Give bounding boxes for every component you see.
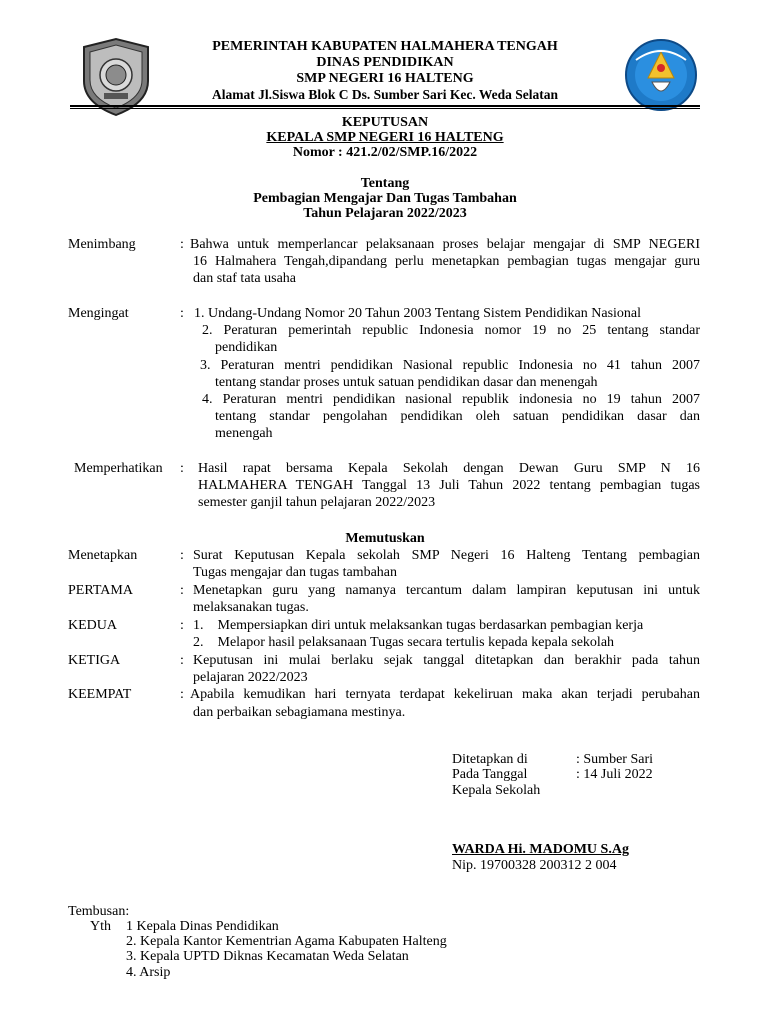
decree-number: Nomor : 421.2/02/SMP.16/2022 xyxy=(292,145,478,160)
keempat-line-1: Apabila kemudikan hari ternyata terdapat kekeliruan maka akan terjadi perubahan xyxy=(190,687,700,702)
tembusan-item-2: 2. Kepala Kantor Kementrian Agama Kabupaten Halteng xyxy=(126,934,447,949)
memperhatikan-line-2: HALMAHERA TENGAH Tanggal 13 Juli Tahun 2022 tentang pembagian tugas xyxy=(198,478,700,493)
memutuskan-heading: Memutuskan xyxy=(345,531,425,546)
menetapkan-label: Menetapkan xyxy=(68,548,138,563)
memperhatikan-label: Memperhatikan xyxy=(74,461,163,476)
decree-topic-title: Pembagian Mengajar Dan Tugas Tambahan xyxy=(253,191,517,206)
tembusan-item-1: 1 Kepala Dinas Pendidikan xyxy=(126,919,279,934)
mengingat-item-3-cont: tentang standar proses untuk satuan pendidikan dasar dan menengah xyxy=(215,375,598,390)
keempat-line-2: dan perbaikan sebagiamana mestinya. xyxy=(193,705,406,720)
place-value: : Sumber Sari xyxy=(576,752,653,767)
memperhatikan-line-3: semester ganjil tahun pelajaran 2022/2023 xyxy=(198,495,436,510)
menimbang-line-1: Bahwa untuk memperlancar pelaksanaan proses belajar mengajar di SMP NEGERI xyxy=(190,237,700,252)
menimbang-line-2: 16 Halmahera Tengah,dipandang perlu menetapkan pembagian tugas mengajar guru xyxy=(193,254,700,269)
tembusan-item-3: 3. Kepala UPTD Diknas Kecamatan Weda Selatan xyxy=(126,949,409,964)
decree-title: KEPUTUSAN xyxy=(341,115,429,130)
memperhatikan-colon: : xyxy=(180,461,184,476)
letterhead xyxy=(170,39,600,103)
pertama-label: PERTAMA xyxy=(68,583,133,598)
decree-topic xyxy=(70,176,700,221)
mengingat-item-2: 2. Peraturan pemerintah republic Indonesia nomor 19 no 25 tentang standar xyxy=(202,323,700,338)
letterhead-divider xyxy=(70,105,700,107)
memperhatikan-line-1: Hasil rapat bersama Kepala Sekolah dengan Dewan Guru SMP N 16 xyxy=(198,461,700,476)
decree-year: Tahun Pelajaran 2022/2023 xyxy=(303,206,467,221)
department-name: DINAS PENDIDIKAN xyxy=(316,55,454,70)
kedua-label: KEDUA xyxy=(68,618,117,633)
mengingat-item-1: 1. Undang-Undang Nomor 20 Tahun 2003 Tentang Sistem Pendidikan Nasional xyxy=(194,306,642,321)
mengingat-item-4-cont: tentang standar pengolahan pendidikan oleh satuan pendidikan dasar dan xyxy=(215,409,700,424)
signer-name: WARDA Hi. MADOMU S.Ag xyxy=(452,842,629,857)
ketiga-colon: : xyxy=(180,653,184,668)
mengingat-item-4: 4. Peraturan mentri pendidikan nasional republik indonesia no 19 tahun 2007 xyxy=(202,392,700,407)
tembusan-title: Tembusan: xyxy=(68,904,130,919)
menimbang-line-3: dan staf tata usaha xyxy=(193,271,297,286)
decree-about: Tentang xyxy=(360,176,410,191)
date-label: Pada Tanggal xyxy=(452,767,528,782)
date-value: : 14 Juli 2022 xyxy=(576,767,653,782)
pertama-line-1: Menetapkan guru yang namanya tercantum dalam lampiran keputusan ini untuk xyxy=(193,583,700,598)
school-name: SMP NEGERI 16 HALTENG xyxy=(296,71,474,86)
mengingat-item-3: 3. Peraturan mentri pendidikan Nasional republic Indonesia no 41 tahun 2007 xyxy=(200,358,700,373)
place-label: Ditetapkan di xyxy=(452,752,528,767)
school-address: Alamat Jl.Siswa Blok C Ds. Sumber Sari Kec. Weda Selatan xyxy=(211,87,559,102)
menimbang-colon: : xyxy=(180,237,184,252)
menimbang-label: Menimbang xyxy=(68,237,136,252)
pertama-line-2: melaksanakan tugas. xyxy=(193,600,309,615)
signer-role: Kepala Sekolah xyxy=(452,783,541,798)
signer-nip: Nip. 19700328 200312 2 004 xyxy=(452,858,617,873)
government-name: PEMERINTAH KABUPATEN HALMAHERA TENGAH xyxy=(212,39,558,54)
kedua-item-2: 2. Melapor hasil pelaksanaan Tugas secara tertulis kepada kepala sekolah xyxy=(193,635,615,650)
mengingat-item-4-cont-2: menengah xyxy=(215,426,273,441)
pertama-colon: : xyxy=(180,583,184,598)
tembusan-yth: Yth xyxy=(90,919,111,934)
mengingat-colon: : xyxy=(180,306,184,321)
kedua-item-1: 1. Mempersiapkan diri untuk melaksankan tugas berdasarkan pembagian kerja xyxy=(193,618,644,633)
decree-heading xyxy=(70,115,700,160)
ketiga-line-2: pelajaran 2022/2023 xyxy=(193,670,308,685)
keempat-colon: : xyxy=(180,687,184,702)
mengingat-item-2-cont: pendidikan xyxy=(215,340,278,355)
tut-wuri-handayani-logo xyxy=(622,38,700,112)
ketiga-label: KETIGA xyxy=(68,653,121,668)
keempat-label: KEEMPAT xyxy=(68,687,132,702)
ketiga-line-1: Keputusan ini mulai berlaku sejak tanggal ditetapkan dan berakhir pada tahun xyxy=(193,653,700,668)
menetapkan-line-1: Surat Keputusan Kepala sekolah SMP Negeri 16 Halteng Tentang pembagian xyxy=(193,548,700,563)
decree-subtitle: KEPALA SMP NEGERI 16 HALTENG xyxy=(266,130,504,145)
menetapkan-line-2: Tugas mengajar dan tugas tambahan xyxy=(193,565,397,580)
kedua-colon: : xyxy=(180,618,184,633)
letterhead-divider-thin xyxy=(70,108,700,109)
mengingat-label: Mengingat xyxy=(68,306,129,321)
tembusan-item-4: 4. Arsip xyxy=(126,965,171,980)
menetapkan-colon: : xyxy=(180,548,184,563)
